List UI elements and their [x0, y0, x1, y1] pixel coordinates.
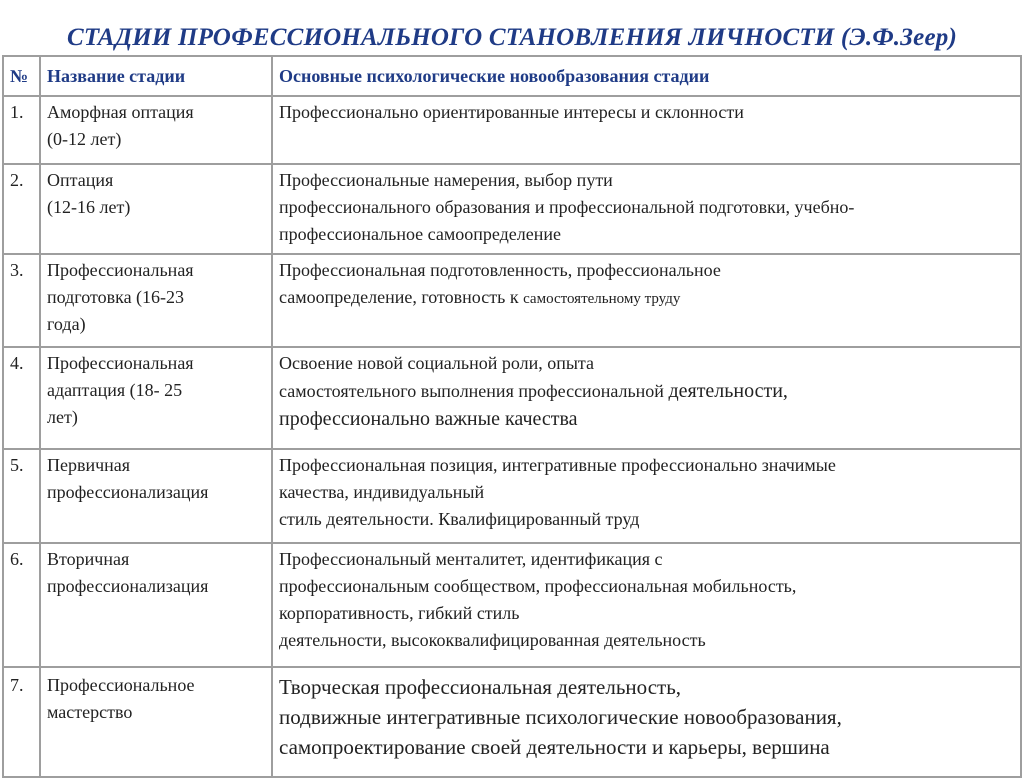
formations-line: профессионального образования и профессиональной подготовки, учебно- — [279, 197, 855, 217]
stage-name-cell — [40, 254, 272, 347]
formations-cell — [272, 543, 1021, 667]
stage-name-line: Вторичная — [47, 549, 130, 569]
stage-name-line: Первичная — [47, 455, 131, 475]
formations-line: подвижные интегративные психологические новообразования, — [279, 705, 842, 729]
row-number: 2. — [3, 164, 40, 254]
stage-name-cell — [40, 96, 272, 164]
header-num: № — [3, 56, 40, 96]
formations-line: Творческая профессиональная деятельность, — [279, 675, 682, 699]
stage-name-line: Аморфная оптация — [47, 102, 194, 122]
table-row — [3, 667, 1021, 777]
stage-name-line: Профессиональное — [47, 675, 195, 695]
stage-name-line: Оптация — [47, 170, 114, 190]
formations-line: Профессиональная подготовленность, профессиональное — [279, 260, 721, 280]
stage-name-line: лет) — [47, 407, 78, 427]
formations-cell — [272, 449, 1021, 543]
formations-fragment: самостоятельного выполнения профессиональной — [279, 381, 664, 401]
formations-cell — [272, 164, 1021, 254]
stage-name-line: профессионализация — [47, 576, 209, 596]
row-number: 5. — [3, 449, 40, 543]
formations-cell — [272, 347, 1021, 449]
row-number: 7. — [3, 667, 40, 777]
table-row — [3, 164, 1021, 254]
header-stage-name: Название стадии — [40, 56, 272, 96]
row-number: 1. — [3, 96, 40, 164]
formations-line: профессиональным сообществом, профессиональная мобильность, — [279, 576, 797, 596]
table-row — [3, 96, 1021, 164]
stage-name-cell — [40, 164, 272, 254]
formations-line: профессиональное самоопределение — [279, 224, 562, 244]
row-number: 4. — [3, 347, 40, 449]
stage-name-cell — [40, 543, 272, 667]
formations-line: качества, индивидуальный — [279, 482, 485, 502]
table-row — [3, 347, 1021, 449]
header-formations: Основные психологические новообразования стадии — [272, 56, 1021, 96]
row-number: 6. — [3, 543, 40, 667]
formations-line — [279, 377, 1014, 405]
stage-name-line: подготовка (16-23 — [47, 287, 185, 307]
page-title: СТАДИИ ПРОФЕССИОНАЛЬНОГО СТАНОВЛЕНИЯ ЛИЧНОСТИ (Э.Ф.Зеер) — [67, 24, 957, 51]
formations-cell — [272, 254, 1021, 347]
formations-line: Профессиональные намерения, выбор пути — [279, 170, 613, 190]
formations-cell — [272, 96, 1021, 164]
stage-name-cell — [40, 449, 272, 543]
row-number: 3. — [3, 254, 40, 347]
table-row — [3, 254, 1021, 347]
formations-line — [279, 284, 1014, 313]
table-header-row — [3, 56, 1021, 96]
stage-name-line: года) — [47, 314, 86, 334]
formations-line: деятельности, высококвалифицированная деятельность — [279, 630, 706, 650]
stage-name-cell — [40, 347, 272, 449]
table-row — [3, 449, 1021, 543]
formations-line: Освоение новой социальной роли, опыта — [279, 353, 595, 373]
formations-fragment-small: самостоятельному труду — [523, 291, 681, 307]
formations-fragment-large: деятельности, — [668, 380, 788, 402]
formations-line: Профессиональная позиция, интегративные профессионально значимые — [279, 455, 836, 475]
stage-name-line: мастерство — [47, 702, 133, 722]
stage-name-cell — [40, 667, 272, 777]
formations-line: Профессиональный менталитет, идентификация с — [279, 549, 663, 569]
stage-name-line: (0-12 лет) — [47, 129, 122, 149]
formations-line: Профессионально ориентированные интересы и склонности — [279, 102, 744, 122]
stage-name-line: адаптация (18- 25 — [47, 380, 183, 400]
formations-line: профессионально важные качества — [279, 408, 578, 430]
stage-name-line: Профессиональная — [47, 260, 194, 280]
stage-name-line: (12-16 лет) — [47, 197, 131, 217]
formations-fragment: самоопределение, готовность к — [279, 287, 519, 307]
stage-name-line: Профессиональная — [47, 353, 194, 373]
stages-table — [2, 55, 1022, 778]
table-row — [3, 543, 1021, 667]
formations-line: самопроектирование своей деятельности и карьеры, вершина — [279, 735, 830, 759]
formations-line: корпоративность, гибкий стиль — [279, 603, 520, 623]
stage-name-line: профессионализация — [47, 482, 209, 502]
formations-cell — [272, 667, 1021, 777]
formations-line: стиль деятельности. Квалифицированный труд — [279, 509, 640, 529]
